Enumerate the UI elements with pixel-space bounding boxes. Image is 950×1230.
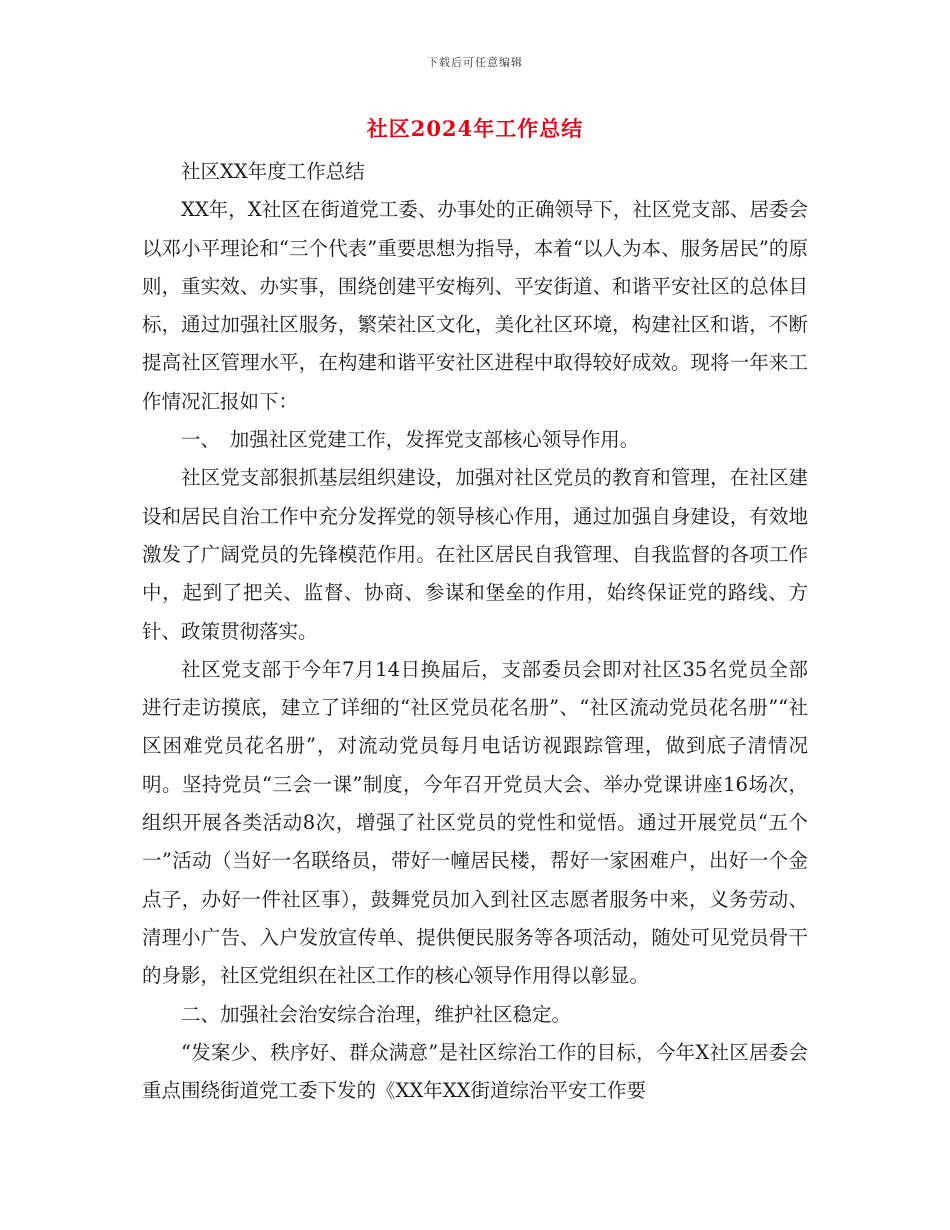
document-title: 社区2024年工作总结 [366, 116, 584, 141]
body-paragraph: 社区党支部于今年7月14日换届后，支部委员会即对社区35名党员全部进行走访摸底，建立了详细的“社区党员花名册”、“社区流动党员花名册”“社区困难党员花名册”，对流动党员每月电话访视跟踪管理，做到底子清情况明。坚持党员“三会一课”制度，今年召开党员大会、举办党课讲座16场次，组织开展各类活动8次，增强了社区党员的党性和觉悟。通过开展党员“五个一”活动（当好一名联络员，带好一幢居民楼，帮好一家困难户，出好一个金点子，办好一件社区事），鼓舞党员加入到社区志愿者服务中来，义务劳动、清理小广告、入户发放宣传单、提供便民服务等各项活动，随处可见党员骨干的身影，社区党组织在社区工作的核心领导作用得以彰显。 [142, 657, 808, 988]
body-paragraph: 社区XX年度工作总结 [181, 160, 365, 183]
section-heading: 一、 加强社区党建工作，发挥党支部核心领导作用。 [181, 428, 640, 452]
header-note: 下载后可任意编辑 [427, 56, 523, 69]
document-body [142, 153, 808, 1110]
body-paragraph: XX年，X社区在街道党工委、办事处的正确领导下，社区党支部、居委会以邓小平理论和“三个代表”重要思想为指导，本着“以人为本、服务居民”的原则，重实效、办实事，围绕创建平安梅列、平安街道、和谐平安社区的总体目标，通过加强社区服务，繁荣社区文化，美化社区环境，构建社区和谐，不断提高社区管理水平，在构建和谐平安社区进程中取得较好成效。现将一年来工作情况汇报如下： [142, 198, 808, 413]
section-heading: 二、加强社会治安综合治理，维护社区稳定。 [181, 1002, 572, 1026]
body-paragraph: “发案少、秩序好、群众满意”是社区综治工作的目标，今年X社区居委会重点围绕街道党工委下发的《XX年XX街道综治平安工作要 [142, 1040, 808, 1103]
body-paragraph: 社区党支部狠抓基层组织建设，加强对社区党员的教育和管理，在社区建设和居民自治工作中充分发挥党的领导核心作用，通过加强自身建设，有效地激发了广阔党员的先锋模范作用。在社区居民自我管理、自我监督的各项工作中，起到了把关、监督、协商、参谋和堡垒的作用，始终保证党的路线、方针、政策贯彻落实。 [142, 466, 808, 643]
